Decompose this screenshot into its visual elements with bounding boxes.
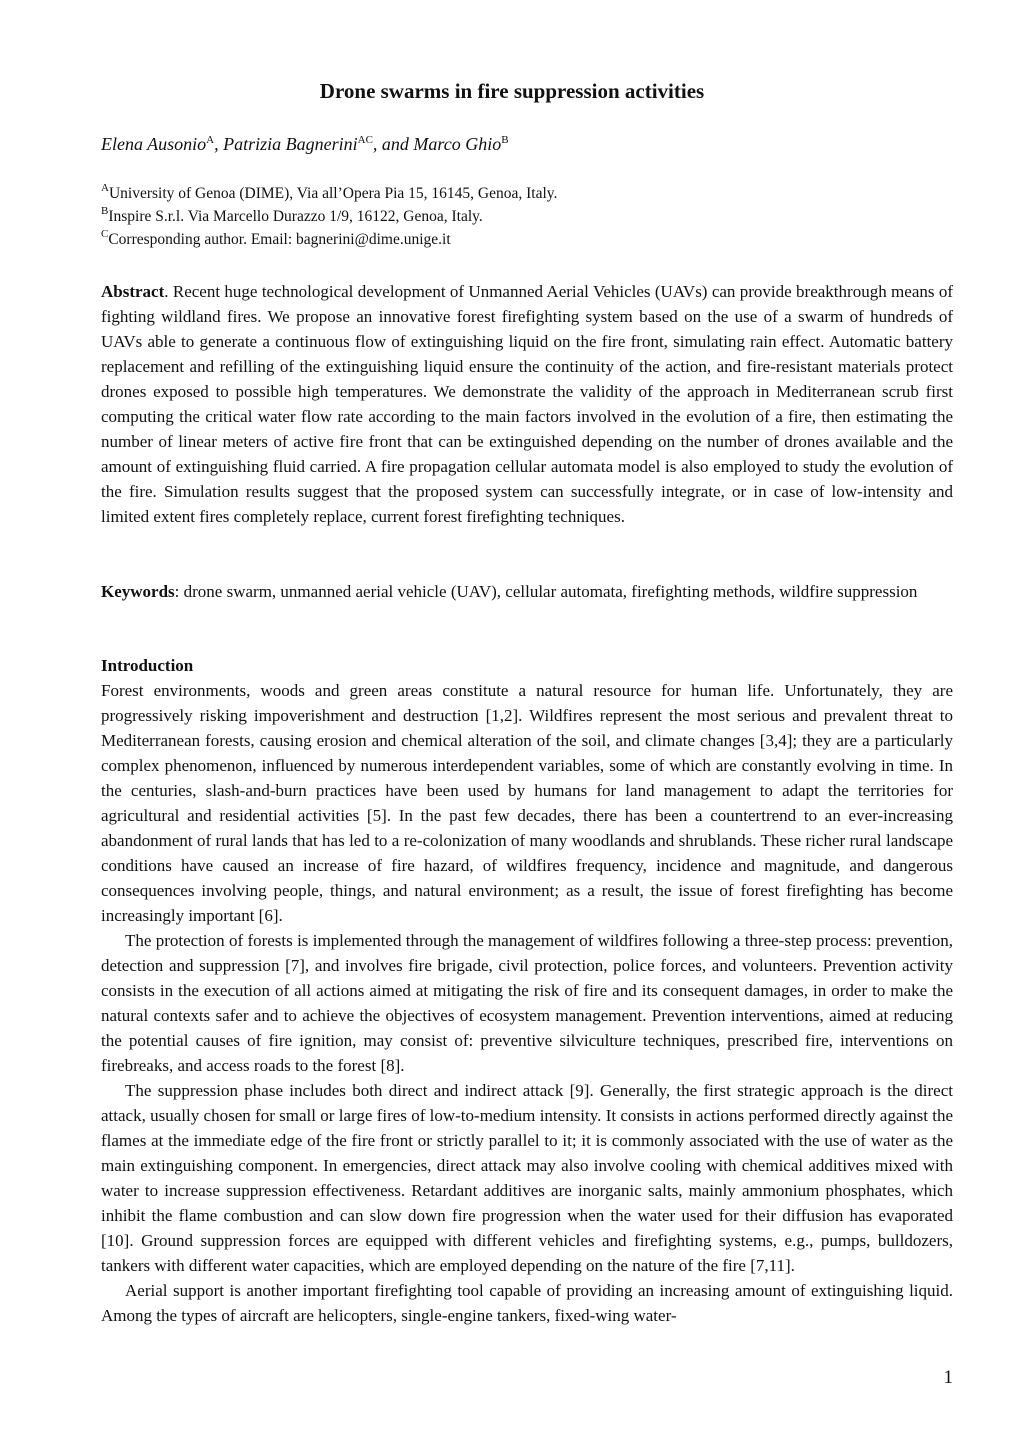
body-paragraph: The protection of forests is implemented through the management of wildfires following a three-step process: prevention, detection and suppression [7], and involves fire brigade, civil protection, police forces, and volunteers. Prevention activity consists in the execution of all actions aimed at mitigating the risk of fire and its consequent damages, in order to make the natural contexts safer and to achieve the objectives of ecosystem management. Prevention interventions, aimed at reducing the potential causes of fire ignition, may consist of: preventive silviculture techniques, prescribed fire, interventions on firebreaks, and access roads to the forest [8].	[101, 931, 953, 1075]
author-affiliation-mark: A	[206, 134, 215, 146]
author-affiliation-mark: AC	[357, 134, 373, 146]
abstract-text: . Recent huge technological development of Unmanned Aerial Vehicles (UAVs) can provide breakthrough means of fighting wildland fires. We propose an innovative forest firefighting system based on the use of a swarm of hundreds of UAVs able to generate a continuous flow of extinguishing liquid on the fire front, simulating rain effect. Automatic battery replacement and refilling of the extinguishing liquid ensure the continuity of the action, and fire-resistant materials protect drones exposed to possible high temperatures. We demonstrate the validity of the approach in Mediterranean scrub first computing the critical water flow rate according to the main factors involved in the evolution of a fire, then estimating the number of linear meters of active fire front that can be extinguished depending on the number of drones available and the amount of extinguishing fluid carried. A fire propagation cellular automata model is also employed to study the evolution of the fire. Simulation results suggest that the proposed system can successfully integrate, or in case of low-intensity and limited extent fires completely replace, current forest firefighting techniques.	[101, 282, 953, 526]
keywords-text: : drone swarm, unmanned aerial vehicle (UAV), cellular automata, firefighting methods, wildfire suppression	[174, 582, 918, 601]
affiliation-text: University of Genoa (DIME), Via all’Opera Pia 15, 16145, Genoa, Italy.	[108, 185, 558, 202]
abstract	[101, 279, 953, 529]
affiliation-mark: B	[101, 205, 109, 217]
author-name: Patrizia Bagnerini	[223, 134, 358, 154]
author-separator: ,	[214, 134, 224, 154]
body-paragraph: The suppression phase includes both direct and indirect attack [9]. Generally, the first strategic approach is the direct attack, usually chosen for small or large fires of low-to-medium intensity. It consists in actions performed directly against the flames at the immediate edge of the fire front or strictly parallel to it; it is commonly associated with the use of water as the main extinguishing component. In emergencies, direct attack may also involve cooling with chemical additives mixed with water to increase suppression effectiveness. Retardant additives are inorganic salts, mainly ammonium phosphates, which inhibit the flame combustion and can slow down fire progression when the water used for their diffusion has evaporated [10]. Ground suppression forces are equipped with different vehicles and firefighting systems, e.g., pumps, bulldozers, tankers with different water capacities, which are employed depending on the nature of the fire [7,11].	[101, 1081, 953, 1275]
keywords	[101, 579, 953, 604]
section-heading-introduction: Introduction	[101, 656, 194, 675]
author-name: Marco Ghio	[413, 134, 502, 154]
affiliation-mark: A	[101, 182, 109, 194]
abstract-label: Abstract	[101, 282, 165, 301]
affiliation-text: Inspire S.r.l. Via Marcello Durazzo 1/9, 16122, Genoa, Italy.	[108, 208, 483, 225]
keywords-label: Keywords	[101, 582, 175, 601]
body-paragraph: Aerial support is another important firefighting tool capable of providing an increasing amount of extinguishing liquid. Among the types of aircraft are helicopters, single-engine tankers, fixed-wing water-	[101, 1281, 953, 1325]
body-paragraph: Forest environments, woods and green areas constitute a natural resource for human life. Unfortunately, they are progressively risking impoverishment and destruction [1,2]. Wildfires represent the most serious and prevalent threat to Mediterranean forests, causing erosion and chemical alteration of the soil, and climate changes [3,4]; they are a particularly complex phenomenon, influenced by numerous interdependent variables, some of which are constantly evolving in time. In the centuries, slash-and-burn practices have been used by humans for land management to adapt the territories for agricultural and residential activities [5]. In the past few decades, there has been a countertrend to an ever-increasing abandonment of rural lands that has led to a re-colonization of many woodlands and shrublands. These richer rural landscape conditions have caused an increase of fire hazard, of wildfires frequency, incidence and magnitude, and dangerous consequences involving people, things, and natural environment; as a result, the issue of forest firefighting has become increasingly important [6].	[101, 681, 953, 925]
affiliation	[101, 206, 953, 228]
page-number: 1	[943, 1367, 953, 1388]
author-affiliation-mark: B	[501, 134, 509, 146]
author-name: Elena Ausonio	[101, 134, 207, 154]
introduction-body	[101, 678, 953, 1328]
affiliation-text: Corresponding author. Email: bagnerini@dime.unige.it	[108, 231, 451, 248]
author-separator: , and	[372, 134, 414, 154]
paper-title: Drone swarms in fire suppression activities	[319, 79, 705, 103]
affiliation	[101, 183, 953, 205]
affiliation	[101, 229, 953, 251]
author-line	[101, 130, 953, 158]
affiliation-mark: C	[101, 228, 109, 240]
